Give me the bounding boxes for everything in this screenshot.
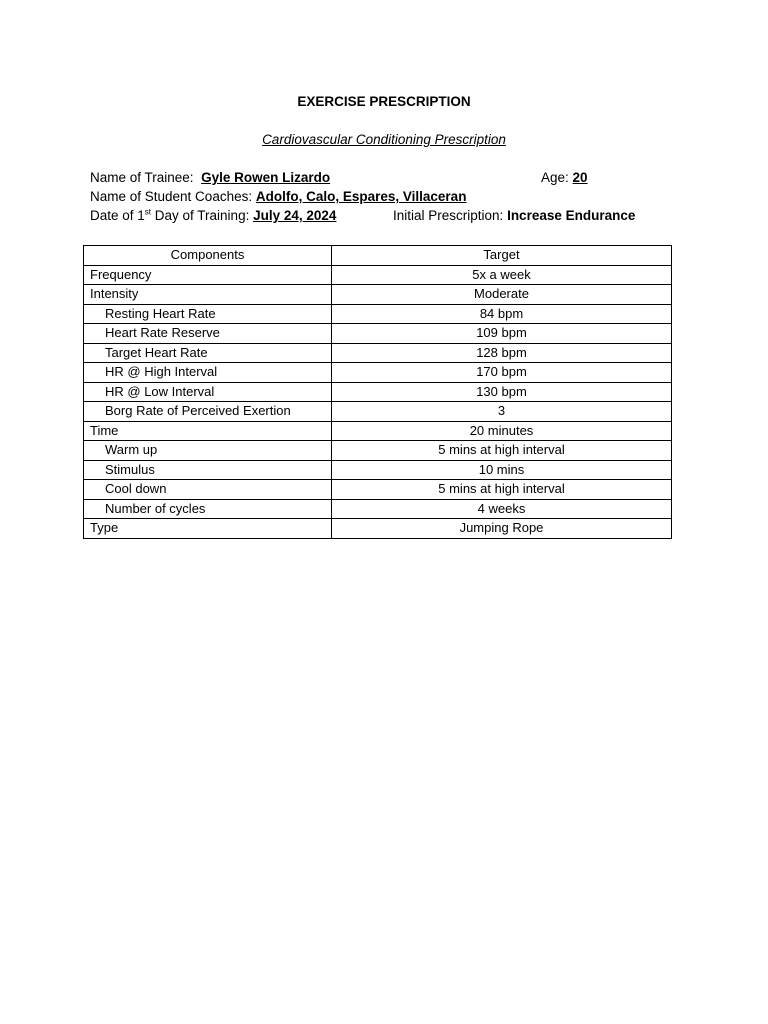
age-line bbox=[541, 170, 588, 185]
component-cell: Number of cycles bbox=[84, 499, 332, 519]
component-cell: Intensity bbox=[84, 285, 332, 305]
table-row bbox=[84, 519, 672, 539]
target-cell: 128 bpm bbox=[332, 343, 672, 363]
target-cell: 5 mins at high interval bbox=[332, 480, 672, 500]
table-row bbox=[84, 363, 672, 383]
table-row bbox=[84, 441, 672, 461]
age-label: Age: bbox=[541, 170, 569, 185]
header-components: Components bbox=[84, 246, 332, 266]
target-cell: 170 bpm bbox=[332, 363, 672, 383]
component-cell: Resting Heart Rate bbox=[84, 304, 332, 324]
component-cell: HR @ Low Interval bbox=[84, 382, 332, 402]
table-row bbox=[84, 460, 672, 480]
table-row bbox=[84, 382, 672, 402]
component-cell: Stimulus bbox=[84, 460, 332, 480]
trainee-label: Name of Trainee: bbox=[90, 170, 194, 185]
target-cell: 84 bpm bbox=[332, 304, 672, 324]
table-row bbox=[84, 499, 672, 519]
trainee-line bbox=[90, 170, 330, 185]
table-row bbox=[84, 480, 672, 500]
target-cell: 109 bpm bbox=[332, 324, 672, 344]
date-label-prefix: Date of 1 bbox=[90, 208, 145, 223]
target-cell: 3 bbox=[332, 402, 672, 422]
component-cell: Type bbox=[84, 519, 332, 539]
target-cell: Moderate bbox=[332, 285, 672, 305]
age-value: 20 bbox=[572, 170, 588, 185]
trainee-name: Gyle Rowen Lizardo bbox=[201, 170, 331, 185]
date-value: July 24, 2024 bbox=[253, 208, 337, 223]
initial-prescription-line bbox=[393, 208, 635, 223]
date-label-suffix: Day of Training: bbox=[151, 208, 250, 223]
page-subtitle: Cardiovascular Conditioning Prescription bbox=[262, 132, 506, 147]
coaches-value: Adolfo, Calo, Espares, Villaceran bbox=[255, 189, 467, 204]
initial-value: Increase Endurance bbox=[507, 208, 636, 223]
table-row bbox=[84, 324, 672, 344]
component-cell: Warm up bbox=[84, 441, 332, 461]
component-cell: Cool down bbox=[84, 480, 332, 500]
component-cell: Target Heart Rate bbox=[84, 343, 332, 363]
table-header-row bbox=[84, 246, 672, 266]
component-cell: Frequency bbox=[84, 265, 332, 285]
target-cell: 5x a week bbox=[332, 265, 672, 285]
table-row bbox=[84, 285, 672, 305]
target-cell: Jumping Rope bbox=[332, 519, 672, 539]
target-cell: 5 mins at high interval bbox=[332, 441, 672, 461]
component-cell: HR @ High Interval bbox=[84, 363, 332, 383]
table-row bbox=[84, 265, 672, 285]
date-label bbox=[90, 208, 249, 223]
initial-label: Initial Prescription: bbox=[393, 208, 504, 223]
target-cell: 10 mins bbox=[332, 460, 672, 480]
prescription-table bbox=[83, 245, 672, 539]
component-cell: Time bbox=[84, 421, 332, 441]
target-cell: 4 weeks bbox=[332, 499, 672, 519]
component-cell: Heart Rate Reserve bbox=[84, 324, 332, 344]
page-title: EXERCISE PRESCRIPTION bbox=[297, 94, 471, 109]
target-cell: 130 bpm bbox=[332, 382, 672, 402]
coaches-label: Name of Student Coaches: bbox=[90, 189, 253, 204]
component-cell: Borg Rate of Perceived Exertion bbox=[84, 402, 332, 422]
table-row bbox=[84, 343, 672, 363]
date-line bbox=[90, 208, 336, 223]
coaches-line bbox=[90, 189, 466, 204]
table-row bbox=[84, 402, 672, 422]
table-body bbox=[84, 265, 672, 538]
target-cell: 20 minutes bbox=[332, 421, 672, 441]
date-label-sup: st bbox=[144, 207, 152, 217]
header-target: Target bbox=[332, 246, 672, 266]
table-row bbox=[84, 421, 672, 441]
table-row bbox=[84, 304, 672, 324]
